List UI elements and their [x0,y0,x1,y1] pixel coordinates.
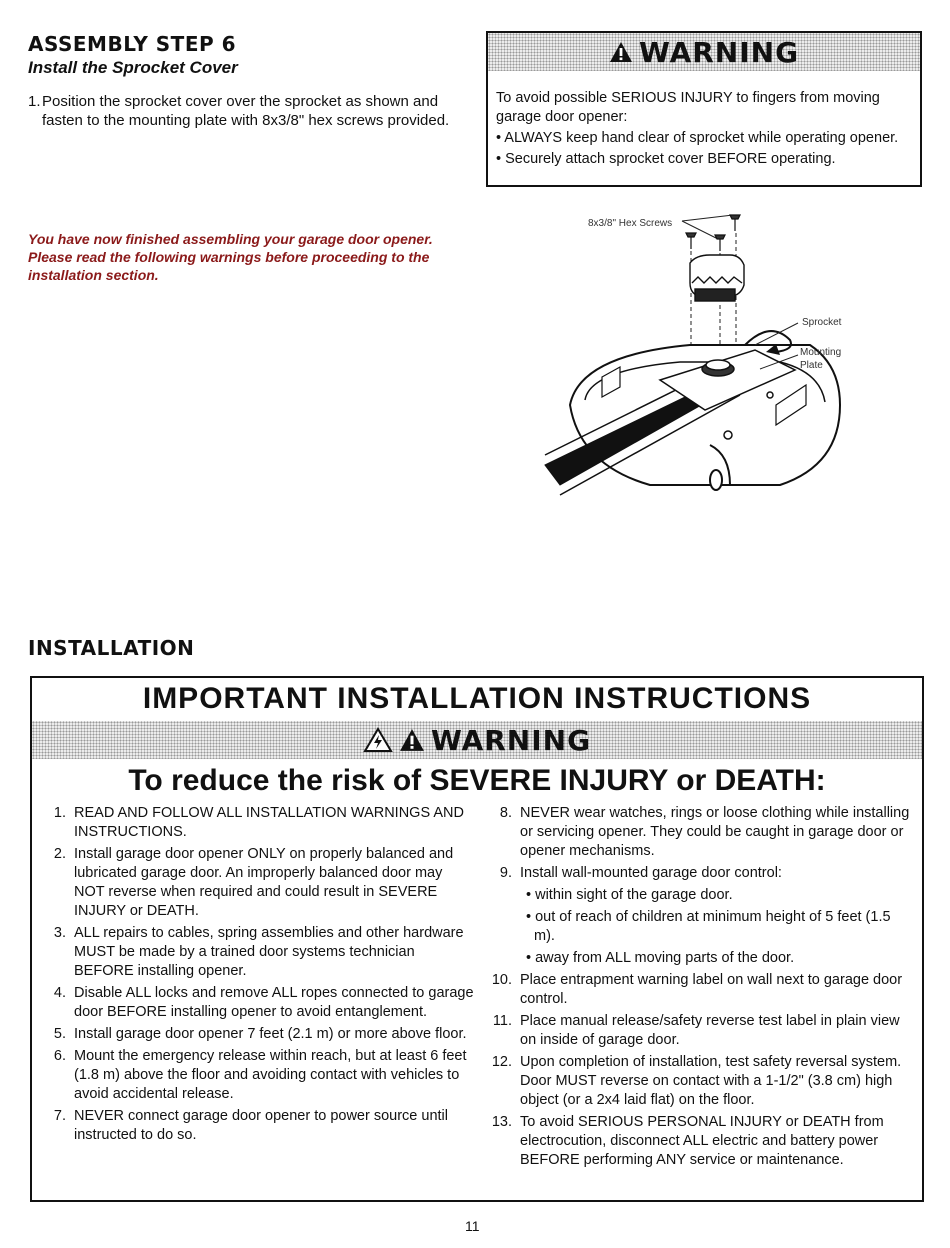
step-item [28,92,458,130]
assembly-complete-notice: You have now finished assembling your garage door opener. Please read the following warnings before proceeding to the installation section. [28,231,433,283]
instructions-left-column [38,804,474,1148]
label-sprocket: Sprocket [802,317,842,328]
list-item: 4. Disable ALL locks and remove ALL ropes connected to garage door BEFORE installing opener to avoid entanglement. [53,985,474,1020]
sprocket-cover-diagram [540,205,870,505]
step-heading: ASSEMBLY STEP 6 [28,32,237,56]
list-item: 6. Mount the emergency release within reach, but at least 6 feet (1.8 m) above the floor and avoiding contact with vehicles to avoid accidental release. [53,1048,467,1102]
label-mounting: Mounting [800,347,842,358]
page-number: 11 [465,1218,480,1234]
warning-banner-main [32,721,922,759]
sprocket-cover-icon [690,255,744,301]
step-item-number: 1. [28,93,41,110]
instructions-right-column [484,804,914,1173]
label-hex-screws: 8x3/8" Hex Screws [588,218,673,229]
warning-bullet: • ALWAYS keep hand clear of sprocket while operating opener. [496,130,899,146]
list-item: 9. Install wall-mounted garage door control: [499,865,782,881]
warning-banner [488,33,920,71]
step-subheading: Install the Sprocket Cover [28,58,238,77]
list-item: 11. Place manual release/safety reverse test label in plain view on inside of garage door. [492,1013,900,1048]
installation-instructions-box [30,676,924,1202]
warning-title: WARNING [638,35,800,69]
sub-bullet: • within sight of the garage door. [526,887,733,903]
warning-triangle-icon [609,41,633,63]
list-item: 13. To avoid SERIOUS PERSONAL INJURY or DEATH from electrocution, disconnect ALL electric and battery power BEFORE performing ANY service or maintenance. [491,1114,884,1168]
list-item: 5. Install garage door opener 7 feet (2.1 m) or more above floor. [53,1026,467,1042]
list-item: 7. NEVER connect garage door opener to power source until instructed to do so. [53,1108,448,1143]
warning-triangle-icon [399,728,425,752]
instructions-title: IMPORTANT INSTALLATION INSTRUCTIONS [142,682,812,715]
warning-word: WARNING [430,723,592,757]
list-item: 2. Install garage door opener ONLY on properly balanced and lubricated garage door. An improperly balanced door may NOT reverse when required and could result in SEVERE INJURY or DEATH. [53,846,454,919]
risk-heading: To reduce the risk of SEVERE INJURY or DEATH: [128,764,826,797]
label-plate: Plate [800,360,823,371]
list-item: 10. Place entrapment warning label on wall next to garage door control. [491,972,903,1007]
list-item: 3. ALL repairs to cables, spring assemblies and other hardware MUST be made by a trained door systems technician BEFORE installing opener. [53,925,464,979]
list-item: 8. NEVER wear watches, rings or loose clothing while installing or servicing opener. They could be caught in garage door or opener mechanisms. [499,805,910,859]
warning-intro: To avoid possible SERIOUS INJURY to fingers from moving garage door opener: [496,90,880,125]
sub-bullet: • out of reach of children at minimum height of 5 feet (1.5 m). [526,909,891,944]
installation-heading: INSTALLATION [28,636,195,660]
warning-box-sprocket [486,31,922,187]
electrical-hazard-icon [363,727,393,753]
warning-bullet: • Securely attach sprocket cover BEFORE operating. [496,151,836,167]
step-item-text: Position the sprocket cover over the sprocket as shown and fasten to the mounting plate with 8x3/8" hex screws provided. [42,93,450,129]
warning-body [496,89,914,169]
list-item: 1. READ AND FOLLOW ALL INSTALLATION WARNINGS AND INSTRUCTIONS. [53,805,464,840]
sub-bullet: • away from ALL moving parts of the door. [526,950,795,966]
list-item: 12. Upon completion of installation, test safety reversal system. Door MUST reverse on contact with a 1-1/2" (3.8 cm) high object (or a 2x4 laid flat) on the floor. [491,1054,902,1108]
hex-screw-icon [686,215,740,251]
